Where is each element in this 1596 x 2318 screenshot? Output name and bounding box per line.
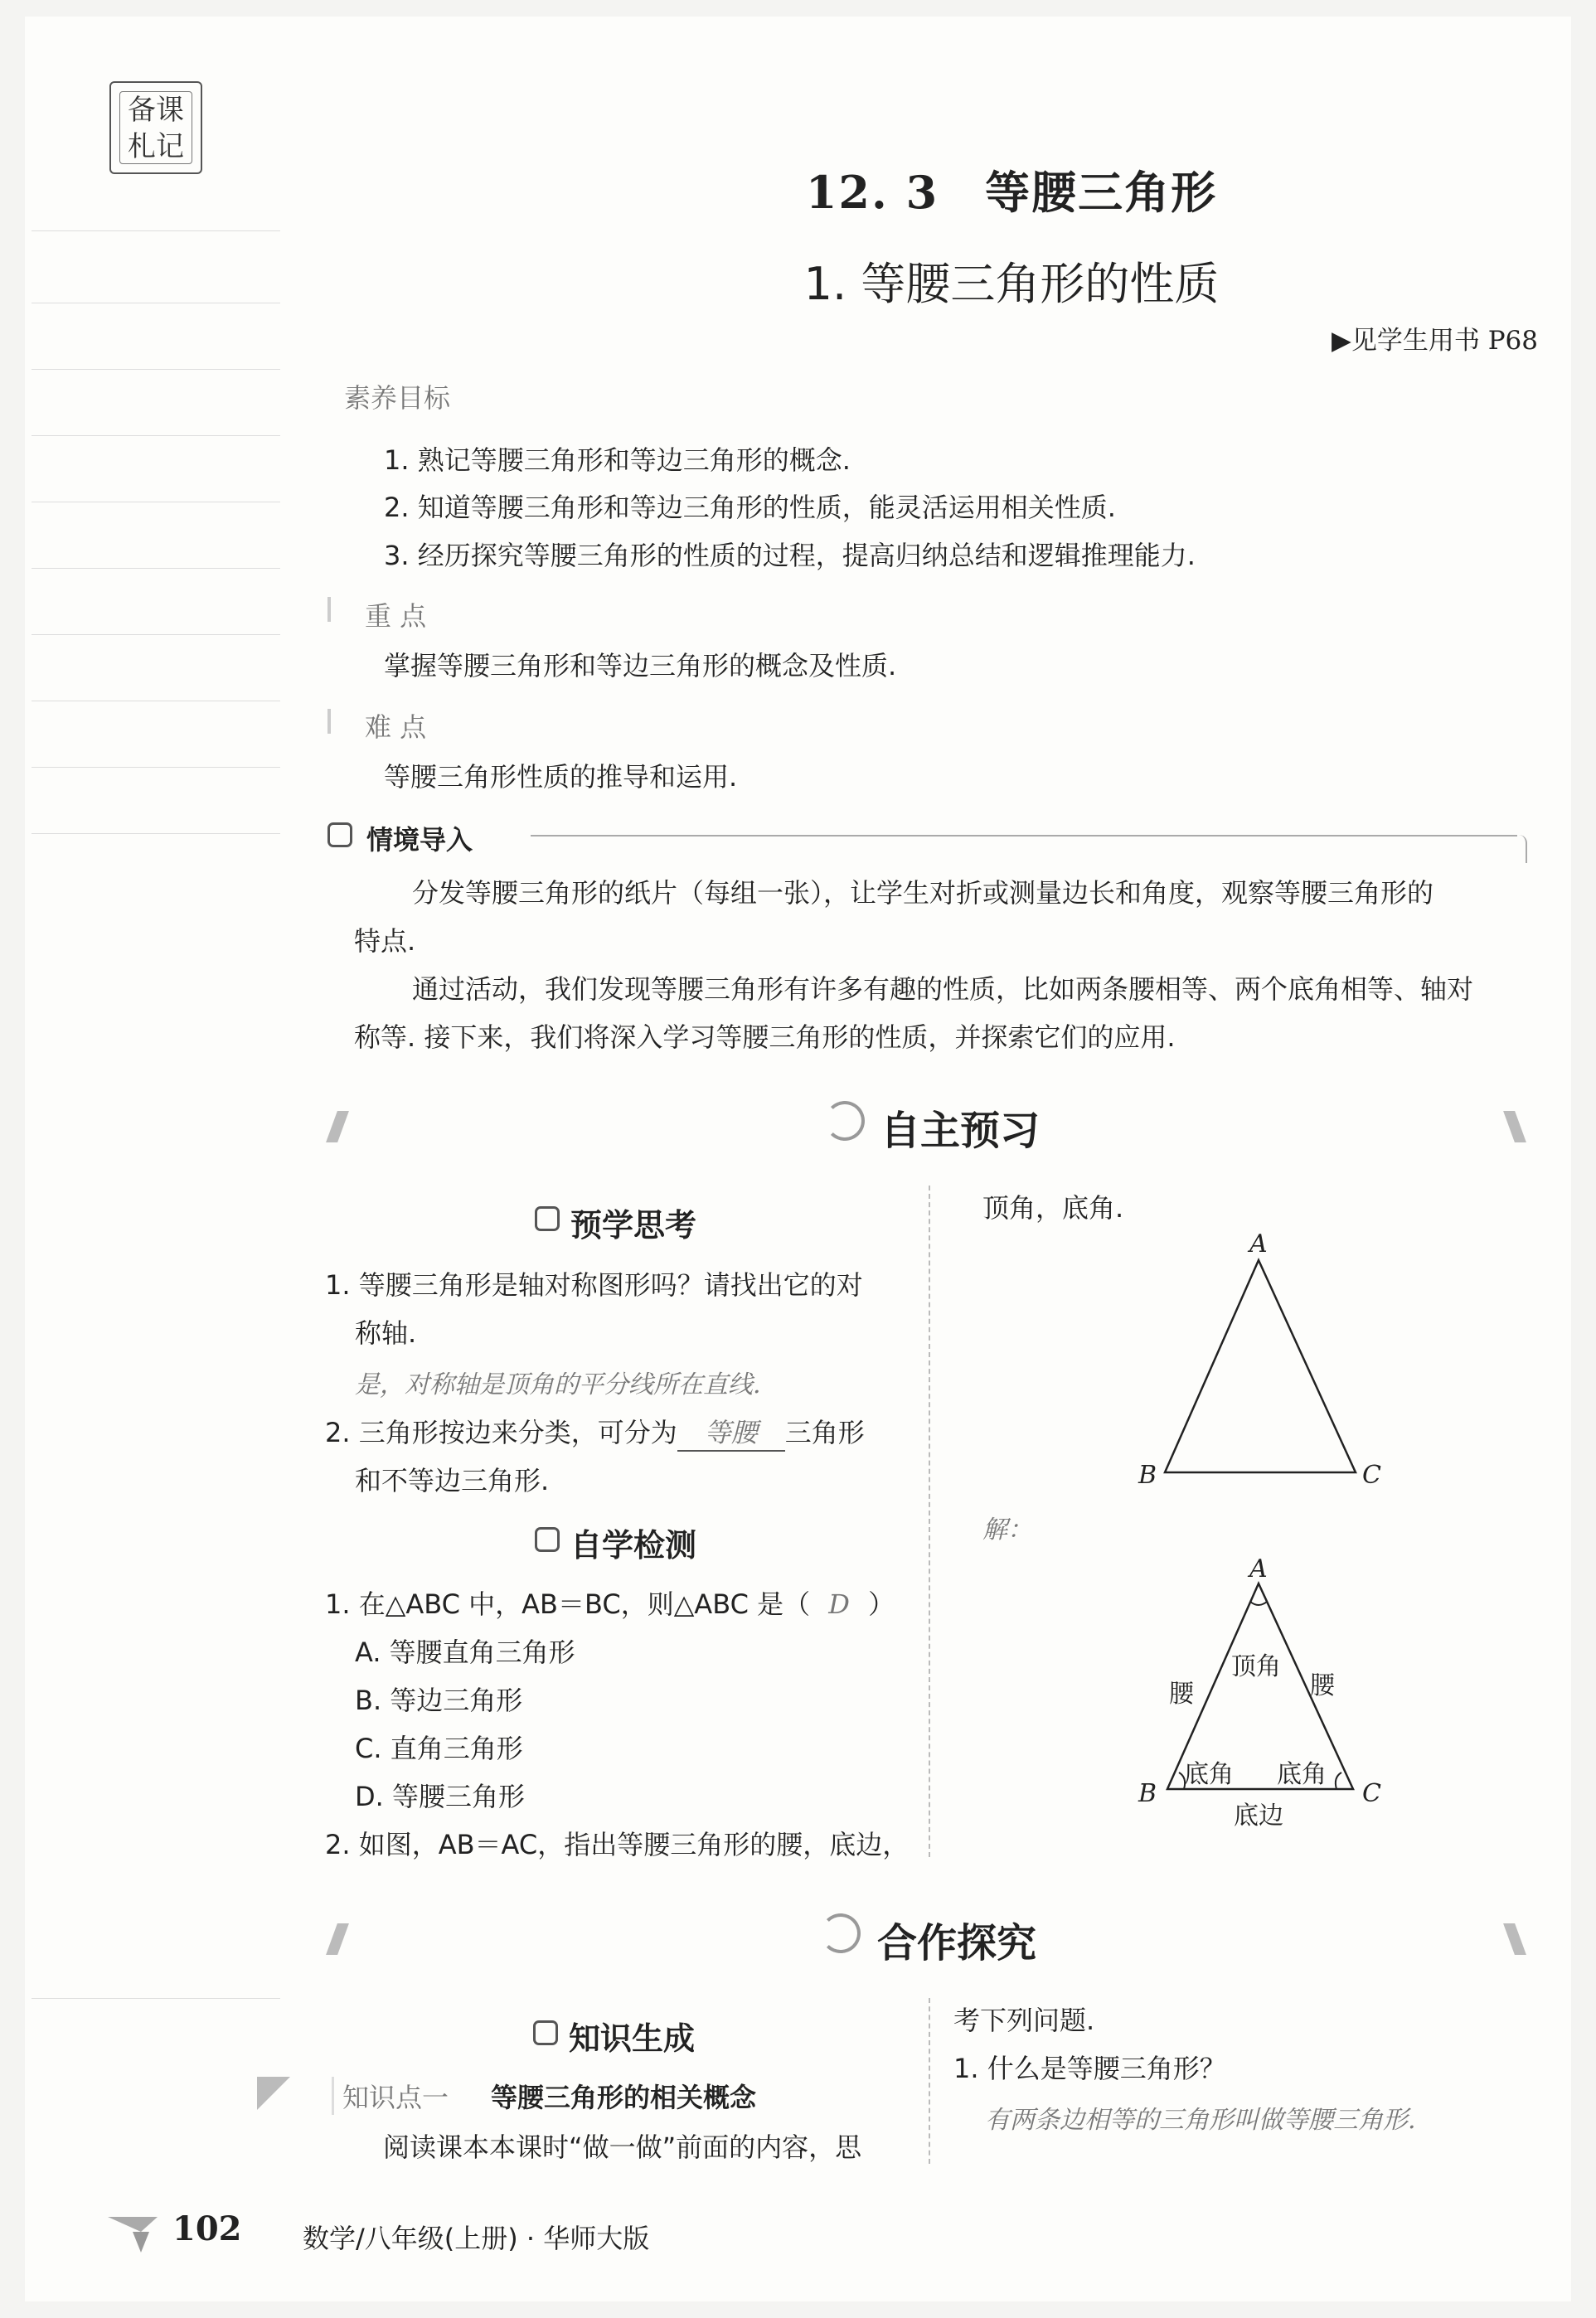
fig2-apex-angle: 顶角 — [1231, 1652, 1281, 1681]
apex-angle-arc — [1250, 1602, 1267, 1605]
objective-item: 2. 知道等腰三角形和等边三角形的性质，能灵活运用相关性质. — [384, 492, 1116, 523]
footer-deco-icon — [99, 2207, 166, 2257]
preview-answer-1: 是，对称轴是顶角的平分线所在直线. — [355, 1370, 761, 1399]
fig2-leg-right: 腰 — [1310, 1671, 1335, 1700]
intro-rule-corner — [1517, 835, 1527, 863]
column-divider — [929, 1186, 930, 1857]
fig2-label-c: C — [1362, 1779, 1381, 1808]
check-question-1 — [325, 1583, 895, 1622]
page — [25, 17, 1571, 2301]
cooperation-icon — [821, 1913, 861, 1953]
check-answer-1: D — [828, 1588, 850, 1620]
fig1-label-b: B — [1138, 1461, 1157, 1490]
intro-paragraph-2-end: 称等. 接下来，我们将深入学习等腰三角形的性质，并探索它们的应用. — [354, 1021, 1176, 1053]
cooperation-banner: 合作探究 — [877, 1920, 1037, 1966]
objectives-heading: 素养目标 — [344, 382, 451, 414]
fig1-label-a: A — [1249, 1229, 1268, 1258]
option-b: B. 等边三角形 — [355, 1685, 523, 1716]
margin-line — [32, 767, 280, 768]
intro-paragraph-1-end: 特点. — [354, 925, 416, 957]
triangle-figure-1 — [1119, 1227, 1393, 1492]
student-book-reference: ▶见学生用书 P68 — [1332, 326, 1538, 356]
option-c: C. 直角三角形 — [355, 1733, 523, 1764]
solution-label: 解： — [982, 1515, 1032, 1545]
fig2-base: 底边 — [1234, 1802, 1283, 1831]
intro-paragraph-2: 通过活动，我们发现等腰三角形有许多有趣的性质，比如两条腰相等、两个底角相等、轴对 — [412, 973, 1474, 1005]
knowledge-point-title: 等腰三角形的相关概念 — [491, 2082, 757, 2113]
knowledge-icon — [533, 2020, 558, 2045]
margin-line — [32, 435, 280, 436]
check-question-2: 2. 如图，AB＝AC，指出等腰三角形的腰，底边， — [325, 1829, 910, 1860]
fig2-label-b: B — [1138, 1779, 1157, 1808]
objective-item: 3. 经历探究等腰三角形的性质的过程，提高归纳总结和逻辑推理能力. — [384, 540, 1196, 571]
fig2-base-angle-left: 底角 — [1184, 1760, 1234, 1789]
margin-line — [32, 369, 280, 370]
check-question-1-text: 1. 在△ABC 中，AB＝BC，则△ABC 是（ — [325, 1588, 811, 1620]
preview-question-2-prefix: 2. 三角形按边来分类，可分为 — [325, 1417, 677, 1448]
self-check-heading: 自学检测 — [570, 1527, 697, 1564]
margin-line — [32, 833, 280, 834]
difficult-marker — [327, 709, 331, 734]
intro-heading: 情境导入 — [366, 824, 473, 856]
difficult-points-text: 等腰三角形性质的推导和运用. — [384, 761, 738, 793]
cooperation-answer-1: 有两条边相等的三角形叫做等腰三角形. — [985, 2106, 1416, 2135]
knowledge-heading: 知识生成 — [569, 2020, 696, 2057]
objective-item: 1. 熟记等腰三角形和等边三角形的概念. — [384, 444, 851, 476]
section-title: 12. 3 等腰三角形 — [805, 166, 1218, 219]
key-marker — [327, 597, 331, 622]
preview-question-2-cont: 和不等边三角形. — [355, 1465, 550, 1496]
preview-question-2-suffix: 三角形 — [784, 1417, 865, 1448]
option-d: D. 等腰三角形 — [355, 1781, 525, 1812]
difficult-points-heading: 难 点 — [365, 711, 427, 743]
subsection-title: 1. 等腰三角形的性质 — [803, 258, 1220, 310]
intro-icon — [327, 822, 352, 847]
key-points-heading: 重 点 — [365, 600, 427, 632]
preview-heading: 预学思考 — [570, 1207, 697, 1244]
page-number: 102 — [172, 2209, 242, 2248]
margin-line — [32, 634, 280, 635]
option-a: A. 等腰直角三角形 — [355, 1637, 575, 1668]
lesson-notes-text: 备课札记 — [119, 91, 192, 164]
intro-paragraph-1: 分发等腰三角形的纸片（每组一张），让学生对折或测量边长和角度，观察等腰三角形的 — [412, 877, 1434, 909]
reading-instruction: 阅读课本本课时“做一做”前面的内容，思 — [383, 2131, 862, 2163]
fig2-base-angle-right: 底角 — [1277, 1760, 1327, 1789]
preview-question-1-cont: 称轴. — [355, 1317, 417, 1349]
cooperation-question-1: 1. 什么是等腰三角形？ — [953, 2053, 1226, 2084]
fig2-leg-left: 腰 — [1169, 1680, 1194, 1709]
reading-instruction-cont: 考下列问题. — [953, 2005, 1095, 2036]
preview-answer-2: 等腰 — [677, 1412, 785, 1452]
margin-line — [32, 1998, 280, 1999]
point-corner-deco — [257, 2077, 290, 2110]
column-divider — [929, 1998, 930, 2164]
check-question-2-cont: 顶角，底角. — [982, 1192, 1124, 1224]
self-study-banner: 自主预习 — [880, 1108, 1041, 1154]
fig1-label-c: C — [1362, 1461, 1381, 1490]
base-angle-right-arc — [1336, 1772, 1341, 1789]
margin-line — [32, 230, 280, 231]
preview-question-1: 1. 等腰三角形是轴对称图形吗？请找出它的对 — [325, 1269, 863, 1301]
preview-icon — [535, 1206, 560, 1231]
book-title: 数学/八年级(上册) · 华师大版 — [303, 2223, 650, 2254]
check-question-1-close: ） — [868, 1588, 895, 1620]
triangle-abc — [1165, 1260, 1356, 1472]
margin-line — [32, 568, 280, 569]
check-icon — [535, 1527, 560, 1552]
fig2-label-a: A — [1249, 1554, 1268, 1583]
key-points-text: 掌握等腰三角形和等边三角形的概念及性质. — [384, 650, 897, 681]
self-study-icon — [825, 1101, 865, 1141]
preview-question-2 — [325, 1412, 865, 1452]
triangle-figure-2 — [1119, 1559, 1393, 1807]
intro-rule — [531, 835, 1517, 837]
knowledge-point-label: 知识点一 — [332, 2077, 457, 2115]
